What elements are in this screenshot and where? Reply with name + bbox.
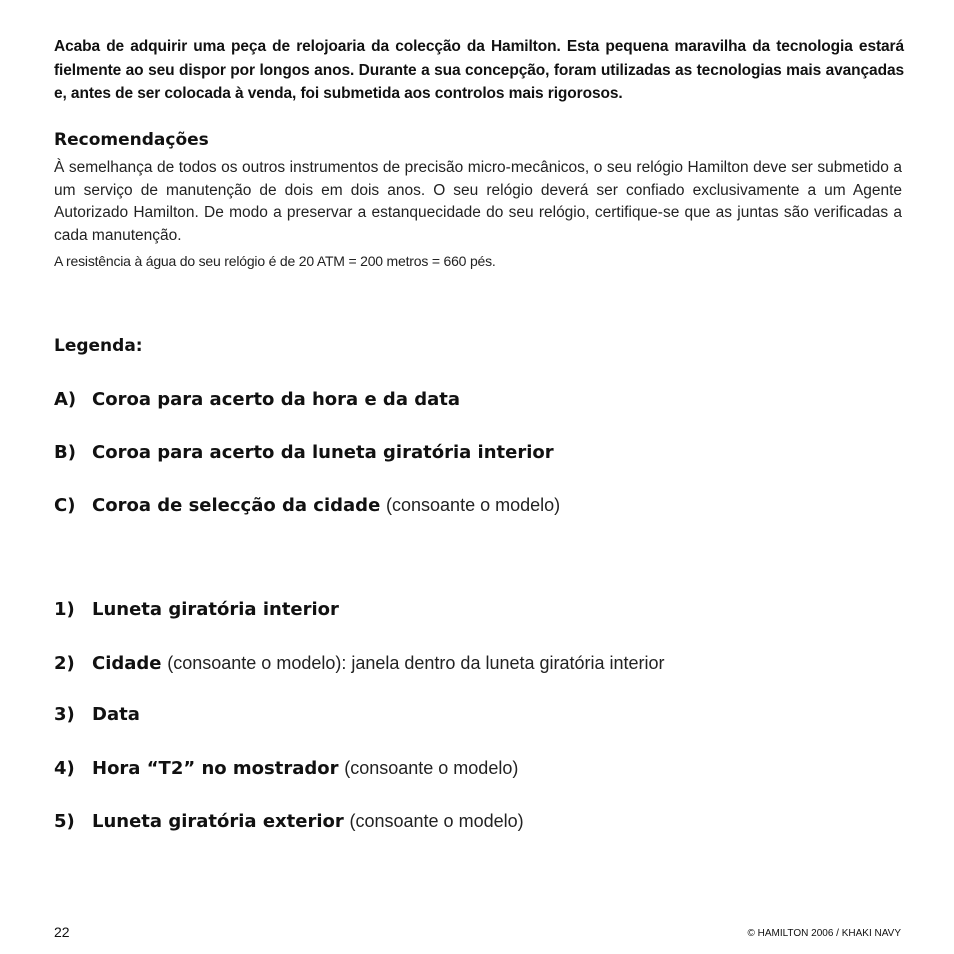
intro-paragraph: Acaba de adquirir uma peça de relojoaria da colecção da Hamilton. Esta pequena maravilha da tecnologia estará fielmente ao seu dispor por longos anos. Durante a sua concepção, foram utilizadas as tecnologias mais avançadas e, antes de ser colocada à venda, foi submetida aos controlos mais rigorosos. bbox=[54, 38, 904, 102]
legend-item-c bbox=[54, 493, 560, 518]
legend-item-label: 5) bbox=[54, 811, 75, 832]
recommendations-body: À semelhança de todos os outros instrumentos de precisão micro-mecânicos, o seu relógio Hamilton deve ser submetido a um serviço de manutenção de dois em dois anos. O seu relógio deverá ser confiado exclusivamente a um Agente Autorizado Hamilton. De modo a preservar a estanquecidade do seu relógio, certifique-se que as juntas são verificadas a cada manutenção. bbox=[54, 159, 902, 244]
legend-heading: Legenda: bbox=[54, 336, 143, 356]
legend-item-note: (consoante o modelo) bbox=[386, 495, 561, 515]
legend-item-note: (consoante o modelo) bbox=[344, 758, 519, 778]
legend-item-a bbox=[54, 388, 460, 412]
legend-item-name: Cidade bbox=[92, 653, 162, 674]
legend-item-name: Luneta giratória exterior bbox=[92, 811, 344, 832]
page-number: 22 bbox=[54, 924, 70, 940]
legend-item-name: Hora “T2” no mostrador bbox=[92, 758, 339, 779]
legend-item-label: 1) bbox=[54, 599, 75, 620]
legend-item-label: 4) bbox=[54, 758, 75, 779]
copyright-notice: © HAMILTON 2006 / KHAKI NAVY bbox=[747, 928, 901, 939]
legend-item-label: B) bbox=[54, 442, 76, 463]
legend-item-b bbox=[54, 441, 554, 465]
legend-item-note: (consoante o modelo) bbox=[349, 811, 524, 831]
legend-item-name: Luneta giratória interior bbox=[92, 599, 339, 620]
legend-item-note: (consoante o modelo): janela dentro da luneta giratória interior bbox=[167, 653, 665, 673]
legend-item-5 bbox=[54, 809, 524, 834]
legend-item-label: C) bbox=[54, 495, 76, 516]
legend-item-label: 2) bbox=[54, 653, 75, 674]
legend-item-3 bbox=[54, 703, 140, 727]
legend-item-label: A) bbox=[54, 389, 77, 410]
legend-item-1 bbox=[54, 598, 339, 622]
legend-item-label: 3) bbox=[54, 704, 75, 725]
legend-item-name: Coroa para acerto da hora e da data bbox=[92, 389, 461, 410]
recommendations-heading: Recomendações bbox=[54, 130, 209, 150]
legend-item-name: Coroa para acerto da luneta giratória interior bbox=[92, 442, 554, 463]
legend-item-2 bbox=[54, 651, 665, 676]
legend-item-name: Coroa de selecção da cidade bbox=[92, 495, 381, 516]
legend-item-4 bbox=[54, 756, 518, 781]
legend-item-name: Data bbox=[92, 704, 140, 725]
water-resistance-note: A resistência à água do seu relógio é de 20 ATM = 200 metros = 660 pés. bbox=[54, 253, 496, 269]
